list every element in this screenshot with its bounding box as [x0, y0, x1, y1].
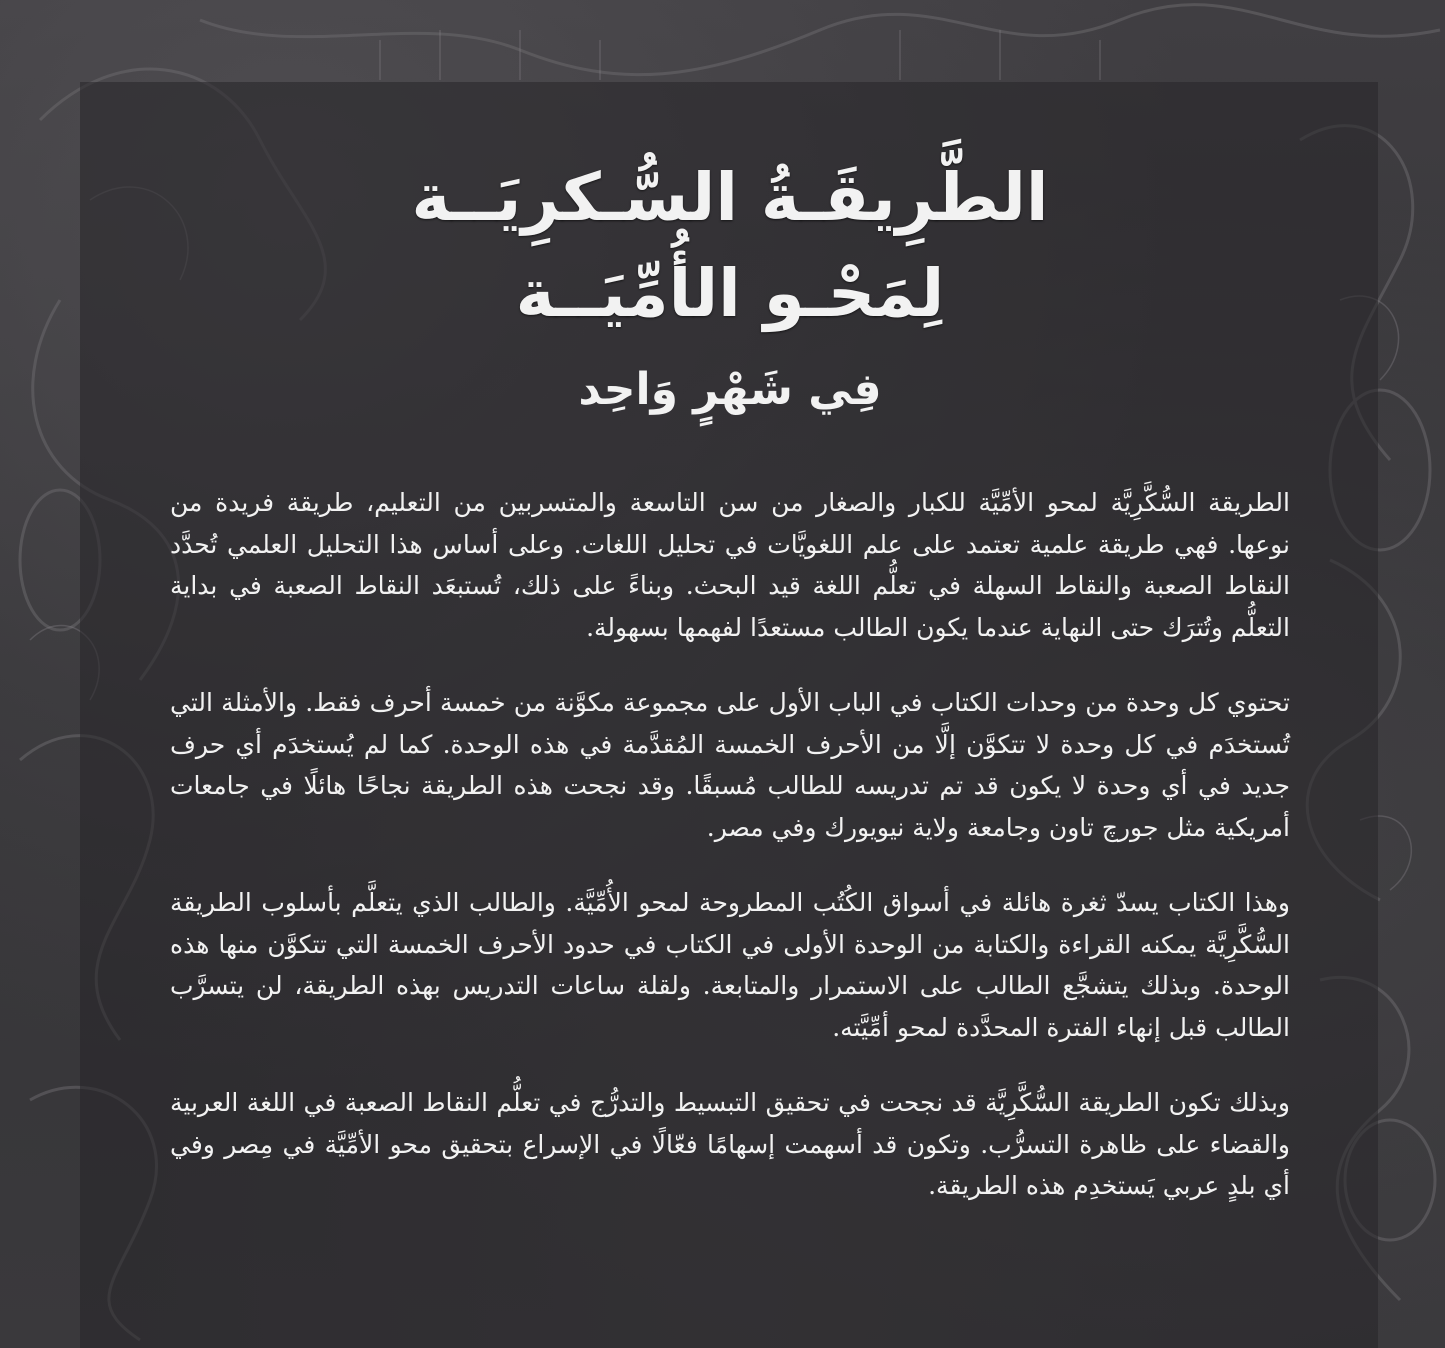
- title-line-1: الطَّرِيقَـةُ السُّـكرِيَــة: [411, 159, 1049, 236]
- title-line-2: لِمَحْـو الأُمِّيَــة: [515, 255, 945, 332]
- book-title: [170, 150, 1290, 342]
- blurb-paragraph-4: وبذلك تكون الطريقة السُّكَّرِيَّة قد نجحت في تحقيق التبسيط والتدرُّج في تعلُّم النقاط الصعبة في اللغة العربية والقضاء على ظاهرة التسرُّب. وتكون قد أسهمت إسهامًا فعّالًا في الإسراع بتحقيق محو الأمِّيَّة في مِصر وفي أي بلدٍ عربي يَستخدِم هذه الطريقة.: [170, 1088, 1290, 1200]
- blurb-paragraph-3: وهذا الكتاب يسدّ ثغرة هائلة في أسواق الكُتُب المطروحة لمحو الأُمِّيَّة. والطالب الذي يتعلَّم بأسلوب الطريقة السُّكَّرِيَّة يمكنه القراءة والكتابة من الوحدة الأولى في الكتاب في حدود الأحرف الخمسة التي تتكوَّن منها هذه الوحدة. وبذلك يتشجَّع الطالب على الاستمرار والمتابعة. ولقلة ساعات التدريس بهذه الطريقة، لن يتسرَّب الطالب قبل إنهاء الفترة المحدَّدة لمحو أمِّيَّته.: [170, 888, 1290, 1042]
- blurb-paragraph-1: الطريقة السُّكَّرِيَّة لمحو الأمِّيَّة للكبار والصغار من سن التاسعة والمتسربين من التعليم، طريقة فريدة من نوعها. فهي طريقة علمية تعتمد على علم اللغويَّات في تحليل اللغات. وعلى أساس هذا التحليل العلمي تُحدَّد النقاط الصعبة والنقاط السهلة في تعلُّم اللغة قيد البحث. وبناءً على ذلك، تُستبعَد النقاط الصعبة في بداية التعلُّم وتُترَك حتى النهاية عندما يكون الطالب مستعدًا لفهمها بسهولة.: [170, 488, 1290, 642]
- book-subtitle: فِي شَهْرٍ وَاحِد: [578, 364, 882, 415]
- cover-content: [170, 150, 1290, 1241]
- blurb-paragraph-2: تحتوي كل وحدة من وحدات الكتاب في الباب الأول على مجموعة مكوَّنة من خمسة أحرف فقط. والأمثلة التي تُستخدَم في كل وحدة لا تتكوَّن إلَّا من الأحرف الخمسة المُقدَّمة في هذه الوحدة. كما لم يُستخدَم أي حرف جديد في أي وحدة لا يكون قد تم تدريسه للطالب مُسبقًا. وقد نجحت هذه الطريقة نجاحًا هائلًا في جامعات أمريكية مثل جورچ تاون وجامعة ولاية نيويورك وفي مصر.: [170, 688, 1290, 842]
